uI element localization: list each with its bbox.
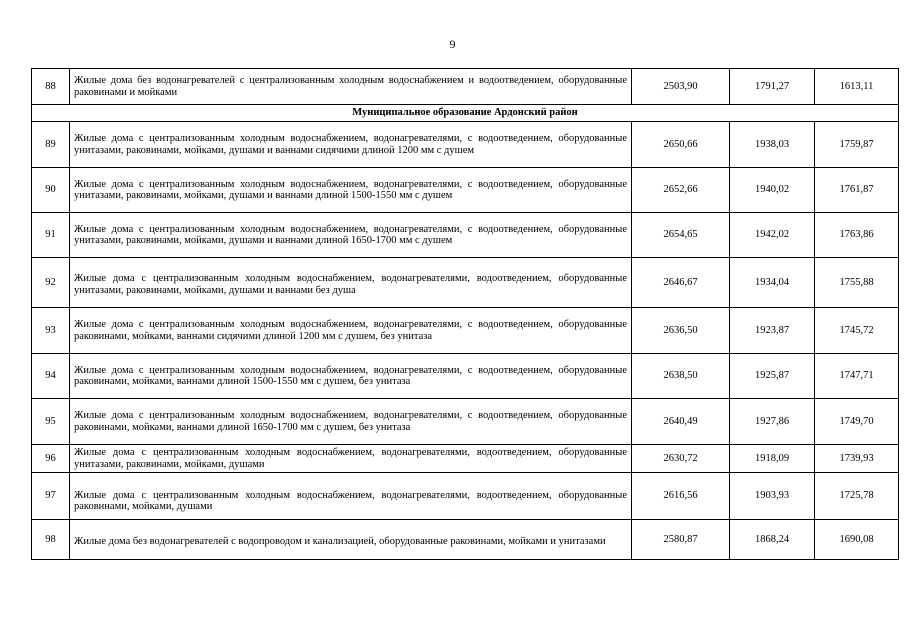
row-number: 90 xyxy=(32,168,70,213)
row-number: 88 xyxy=(32,69,70,105)
row-value-2: 1903,93 xyxy=(730,473,815,520)
row-value-2: 1925,87 xyxy=(730,354,815,399)
page-number: 9 xyxy=(449,37,456,51)
table-row xyxy=(32,445,899,473)
table-row xyxy=(32,258,899,308)
row-number: 89 xyxy=(32,122,70,168)
table-row xyxy=(32,308,899,354)
table-row xyxy=(32,473,899,520)
table-row xyxy=(32,520,899,560)
row-value-3: 1759,87 xyxy=(815,122,899,168)
table-row xyxy=(32,399,899,445)
row-description: Жилые дома с централизованным холодным водоснабжением, водонагревателями, с водоотведением, оборудованные раковинами, мойками, ваннами длиной 1650-1700 мм с душем, без унитаза xyxy=(70,399,632,445)
row-number: 91 xyxy=(32,213,70,258)
row-description: Жилые дома с централизованным холодным водоснабжением, водонагревателями, с водоотведением, оборудованные раковинами, мойками, ваннами длиной 1500-1550 мм с душем, без унитаза xyxy=(70,354,632,399)
row-value-1: 2654,65 xyxy=(632,213,730,258)
row-description: Жилые дома без водонагревателей с водопроводом и канализацией, оборудованные раковинами, мойками и унитазами xyxy=(70,520,632,560)
row-number: 92 xyxy=(32,258,70,308)
row-value-2: 1918,09 xyxy=(730,445,815,473)
row-value-3: 1763,86 xyxy=(815,213,899,258)
row-value-3: 1739,93 xyxy=(815,445,899,473)
row-value-3: 1690,08 xyxy=(815,520,899,560)
row-description: Жилые дома с централизованным холодным водоснабжением, водонагревателями, водоотведением, оборудованные унитазами, раковинами, мойками, душами xyxy=(70,445,632,473)
row-value-2: 1923,87 xyxy=(730,308,815,354)
row-value-1: 2580,87 xyxy=(632,520,730,560)
row-value-2: 1934,04 xyxy=(730,258,815,308)
table-row xyxy=(32,168,899,213)
section-header-row xyxy=(32,105,899,122)
row-value-1: 2640,49 xyxy=(632,399,730,445)
row-number: 94 xyxy=(32,354,70,399)
row-description: Жилые дома с централизованным холодным водоснабжением, водонагревателями, водоотведением, оборудованные унитазами, раковинами, мойками, душами и ваннами без душа xyxy=(70,258,632,308)
section-title: Муниципальное образование Ардонский район xyxy=(32,105,899,122)
row-value-2: 1942,02 xyxy=(730,213,815,258)
row-number: 93 xyxy=(32,308,70,354)
row-value-1: 2646,67 xyxy=(632,258,730,308)
row-description: Жилые дома с централизованным холодным водоснабжением, водонагревателями, водоотведением, оборудованные раковинами, мойками, душами xyxy=(70,473,632,520)
row-number: 97 xyxy=(32,473,70,520)
row-value-2: 1791,27 xyxy=(730,69,815,105)
row-value-3: 1747,71 xyxy=(815,354,899,399)
row-value-3: 1749,70 xyxy=(815,399,899,445)
row-value-1: 2630,72 xyxy=(632,445,730,473)
row-value-1: 2616,56 xyxy=(632,473,730,520)
row-value-1: 2650,66 xyxy=(632,122,730,168)
row-description: Жилые дома без водонагревателей с централизованным холодным водоснабжением и водоотведением, оборудованные раковинами и мойками xyxy=(70,69,632,105)
table-row xyxy=(32,122,899,168)
row-value-1: 2638,50 xyxy=(632,354,730,399)
row-value-3: 1745,72 xyxy=(815,308,899,354)
table-row xyxy=(32,213,899,258)
row-description: Жилые дома с централизованным холодным водоснабжением, водонагревателями, с водоотведением, оборудованные раковинами, мойками, ваннами сидячими длиной 1200 мм с душем, без унитаза xyxy=(70,308,632,354)
row-value-1: 2636,50 xyxy=(632,308,730,354)
row-number: 98 xyxy=(32,520,70,560)
row-value-1: 2652,66 xyxy=(632,168,730,213)
row-value-3: 1725,78 xyxy=(815,473,899,520)
row-value-2: 1940,02 xyxy=(730,168,815,213)
row-value-3: 1613,11 xyxy=(815,69,899,105)
row-value-2: 1927,86 xyxy=(730,399,815,445)
row-value-1: 2503,90 xyxy=(632,69,730,105)
table-row xyxy=(32,69,899,105)
row-number: 96 xyxy=(32,445,70,473)
tariff-table xyxy=(31,68,899,560)
row-description: Жилые дома с централизованным холодным водоснабжением, водонагревателями, с водоотведением, оборудованные унитазами, раковинами, мойками, душами и ваннами длиной 1500-1550 мм с душем xyxy=(70,168,632,213)
row-value-3: 1755,88 xyxy=(815,258,899,308)
row-description: Жилые дома с централизованным холодным водоснабжением, водонагревателями, с водоотведением, оборудованные унитазами, раковинами, мойками, душами и ваннами длиной 1650-1700 мм с душем xyxy=(70,213,632,258)
row-number: 95 xyxy=(32,399,70,445)
table-row xyxy=(32,354,899,399)
row-value-3: 1761,87 xyxy=(815,168,899,213)
row-value-2: 1938,03 xyxy=(730,122,815,168)
row-value-2: 1868,24 xyxy=(730,520,815,560)
row-description: Жилые дома с централизованным холодным водоснабжением, водонагревателями, с водоотведением, оборудованные унитазами, раковинами, мойками, душами и ваннами сидячими длиной 1200 мм с душем xyxy=(70,122,632,168)
